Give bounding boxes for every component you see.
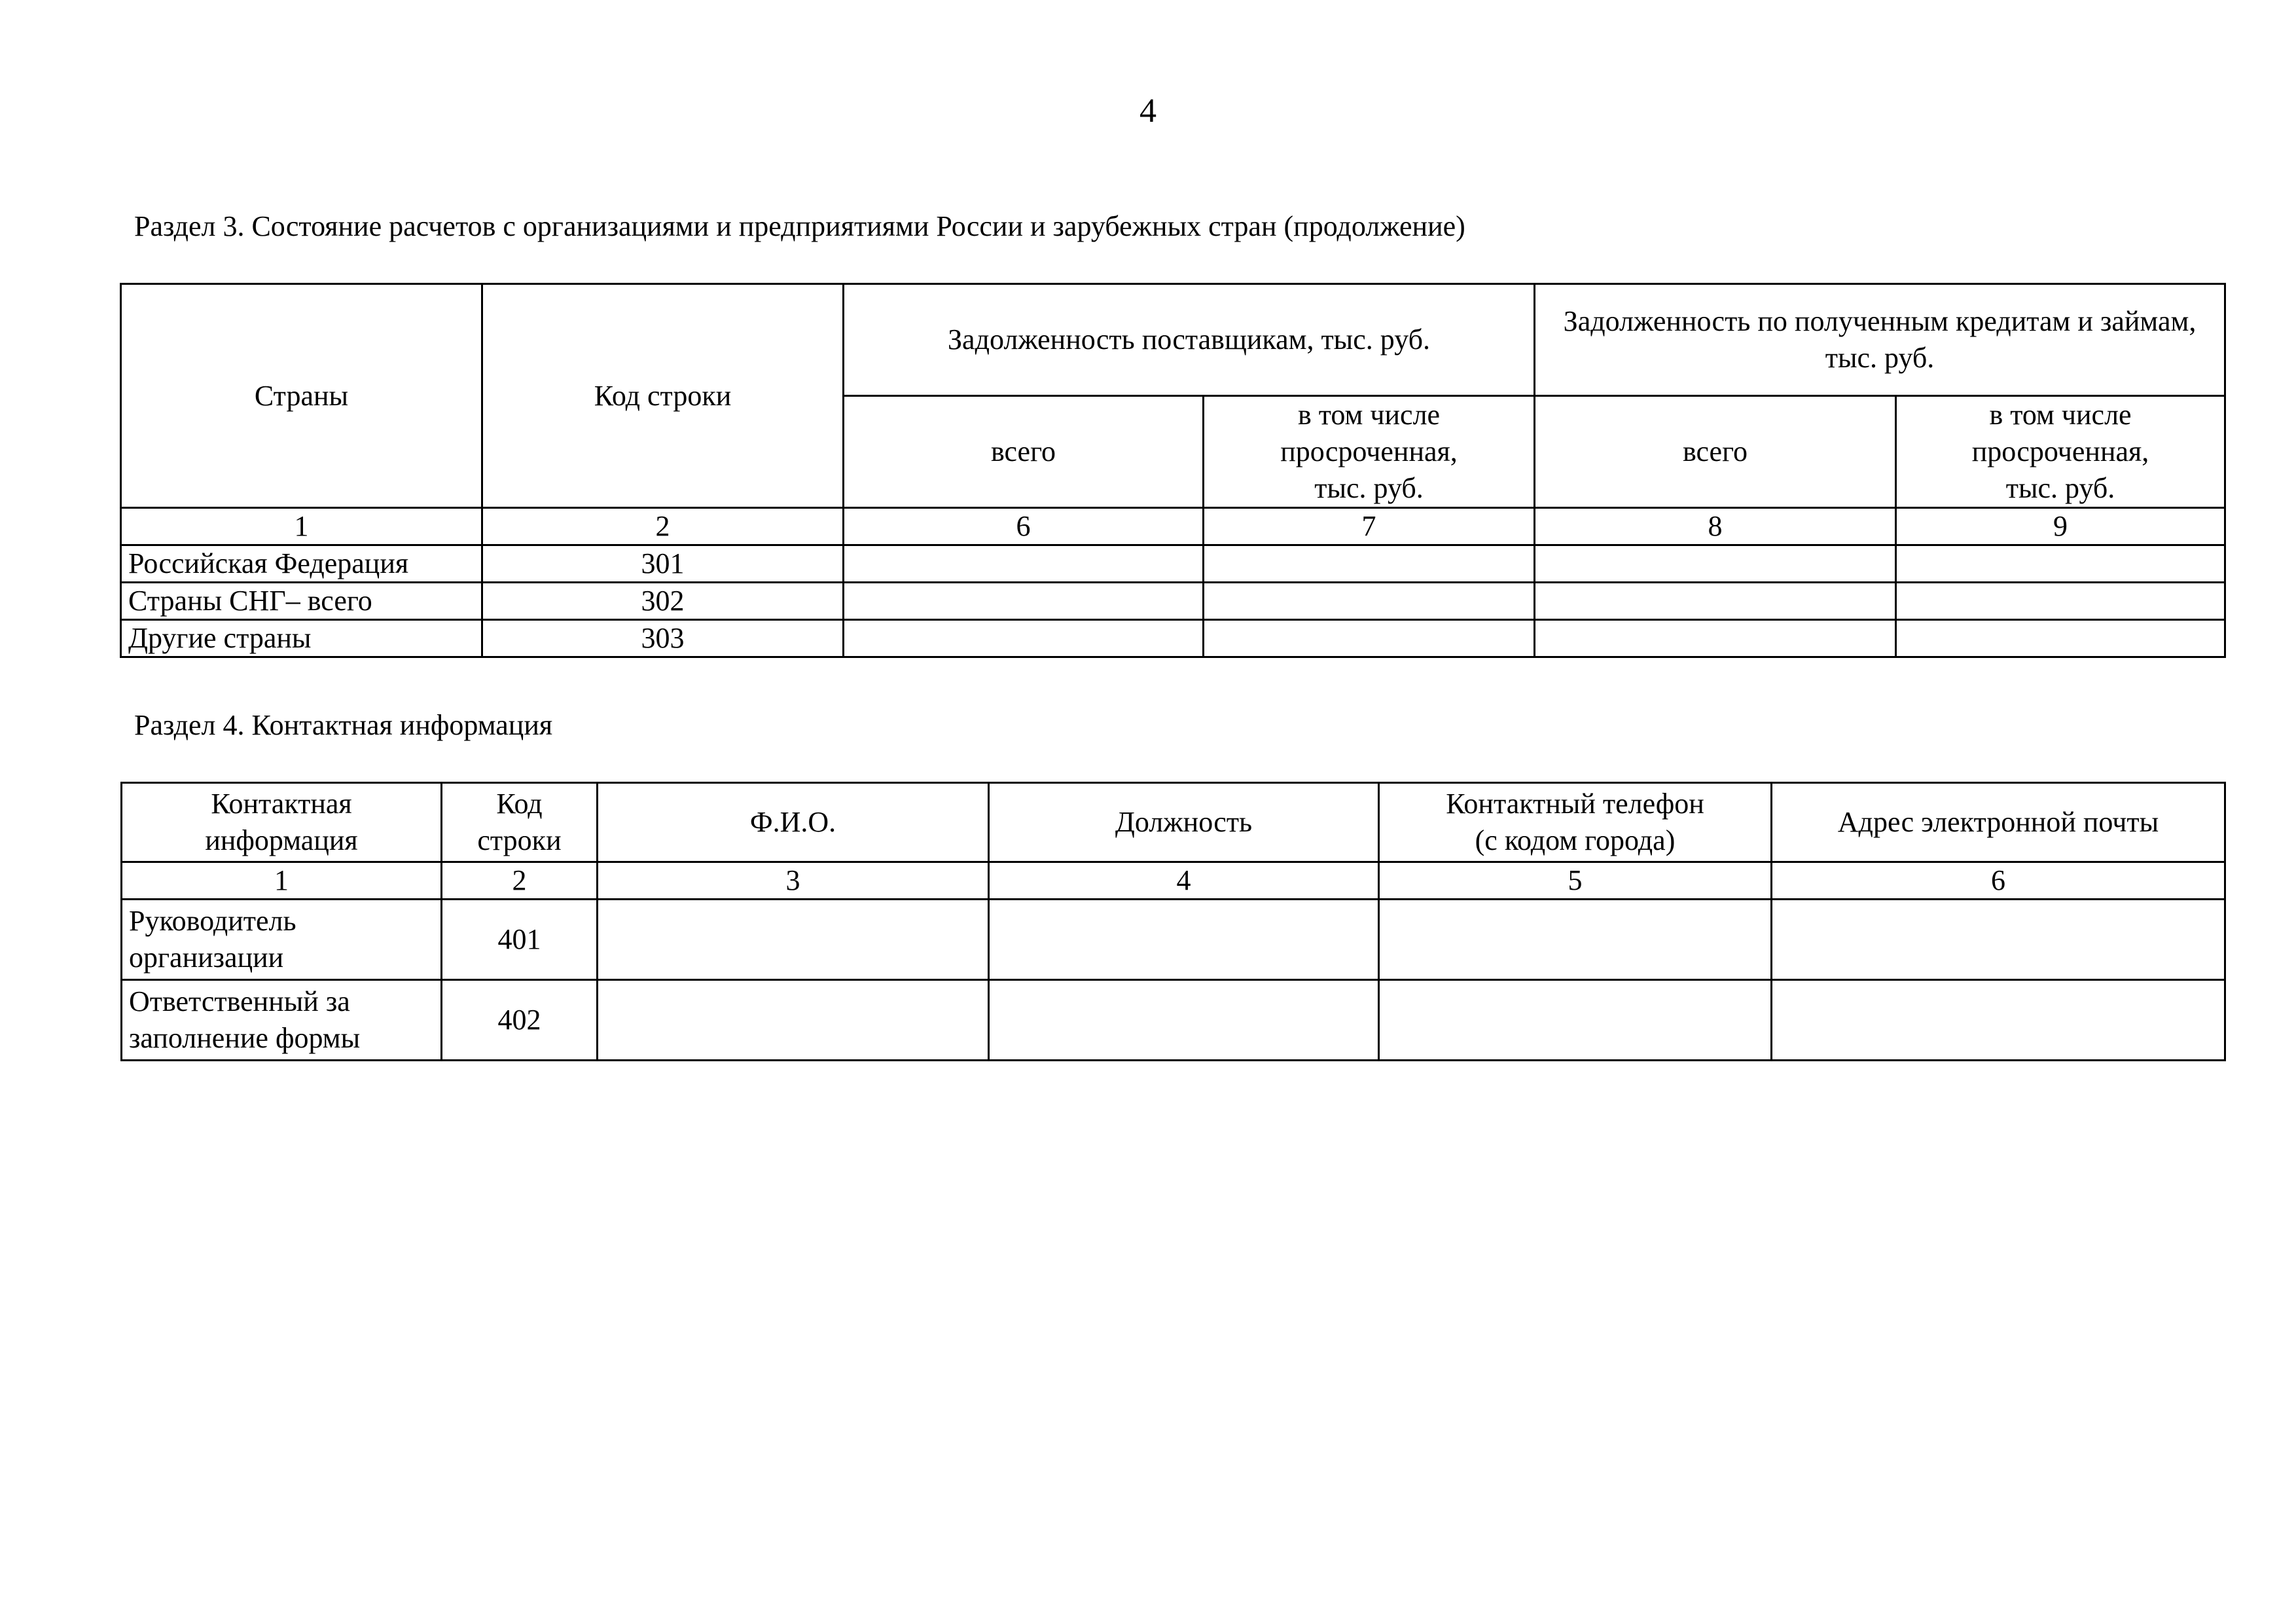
column-number: 8 bbox=[1535, 508, 1896, 545]
header-row-code: Код строки bbox=[482, 284, 844, 508]
column-number: 7 bbox=[1204, 508, 1535, 545]
table-row bbox=[122, 980, 2225, 1061]
table-row bbox=[121, 620, 2225, 657]
row-contact-name: Руководитель организации bbox=[122, 900, 442, 980]
section-4-title: Раздел 4. Контактная информация bbox=[134, 709, 553, 741]
row-country-name: Страны СНГ– всего bbox=[121, 583, 482, 620]
header-position: Должность bbox=[989, 783, 1379, 862]
row-country-name: Другие страны bbox=[121, 620, 482, 657]
column-number: 1 bbox=[122, 862, 442, 900]
row-code: 302 bbox=[482, 583, 844, 620]
input-cell[interactable] bbox=[1204, 620, 1535, 657]
input-cell[interactable] bbox=[598, 980, 989, 1061]
header-supplier-overdue: в том числе просроченная, тыс. руб. bbox=[1204, 396, 1535, 508]
input-cell[interactable] bbox=[1772, 980, 2225, 1061]
input-cell[interactable] bbox=[1772, 900, 2225, 980]
row-code: 301 bbox=[482, 545, 844, 583]
header-loan-total: всего bbox=[1535, 396, 1896, 508]
table-row bbox=[122, 900, 2225, 980]
input-cell[interactable] bbox=[1204, 583, 1535, 620]
column-number-row bbox=[121, 508, 2225, 545]
column-number: 4 bbox=[989, 862, 1379, 900]
header-phone: Контактный телефон (с кодом города) bbox=[1379, 783, 1772, 862]
page-number: 4 bbox=[1139, 92, 1157, 130]
column-number: 5 bbox=[1379, 862, 1772, 900]
input-cell[interactable] bbox=[844, 583, 1204, 620]
header-email: Адрес электронной почты bbox=[1772, 783, 2225, 862]
input-cell[interactable] bbox=[1896, 583, 2225, 620]
header-supplier-debt: Задолженность поставщикам, тыс. руб. bbox=[844, 284, 1535, 396]
input-cell[interactable] bbox=[598, 900, 989, 980]
input-cell[interactable] bbox=[1896, 545, 2225, 583]
header-row-code: Код строки bbox=[442, 783, 598, 862]
section-3-title: Раздел 3. Состояние расчетов с организациями и предприятиями России и зарубежных стран (продолжение) bbox=[134, 210, 1465, 242]
header-loan-overdue: в том числе просроченная, тыс. руб. bbox=[1896, 396, 2225, 508]
input-cell[interactable] bbox=[989, 900, 1379, 980]
input-cell[interactable] bbox=[1204, 545, 1535, 583]
input-cell[interactable] bbox=[1535, 620, 1896, 657]
header-loan-debt: Задолженность по полученным кредитам и займам, тыс. руб. bbox=[1535, 284, 2225, 396]
column-number: 6 bbox=[844, 508, 1204, 545]
input-cell[interactable] bbox=[844, 620, 1204, 657]
column-number: 1 bbox=[121, 508, 482, 545]
header-countries: Страны bbox=[121, 284, 482, 508]
row-code: 303 bbox=[482, 620, 844, 657]
input-cell[interactable] bbox=[1896, 620, 2225, 657]
row-contact-name: Ответственный за заполнение формы bbox=[122, 980, 442, 1061]
column-number-row bbox=[122, 862, 2225, 900]
column-number: 6 bbox=[1772, 862, 2225, 900]
column-number: 2 bbox=[482, 508, 844, 545]
section-3-table bbox=[120, 283, 2226, 658]
input-cell[interactable] bbox=[844, 545, 1204, 583]
table-row bbox=[121, 545, 2225, 583]
input-cell[interactable] bbox=[1379, 900, 1772, 980]
column-number: 9 bbox=[1896, 508, 2225, 545]
column-number: 3 bbox=[598, 862, 989, 900]
row-code: 401 bbox=[442, 900, 598, 980]
input-cell[interactable] bbox=[1535, 583, 1896, 620]
section-4-table bbox=[120, 782, 2226, 1061]
input-cell[interactable] bbox=[1535, 545, 1896, 583]
row-code: 402 bbox=[442, 980, 598, 1061]
column-number: 2 bbox=[442, 862, 598, 900]
header-fio: Ф.И.О. bbox=[598, 783, 989, 862]
header-contact-info: Контактная информация bbox=[122, 783, 442, 862]
row-country-name: Российская Федерация bbox=[121, 545, 482, 583]
input-cell[interactable] bbox=[989, 980, 1379, 1061]
header-supplier-total: всего bbox=[844, 396, 1204, 508]
table-row bbox=[121, 583, 2225, 620]
input-cell[interactable] bbox=[1379, 980, 1772, 1061]
